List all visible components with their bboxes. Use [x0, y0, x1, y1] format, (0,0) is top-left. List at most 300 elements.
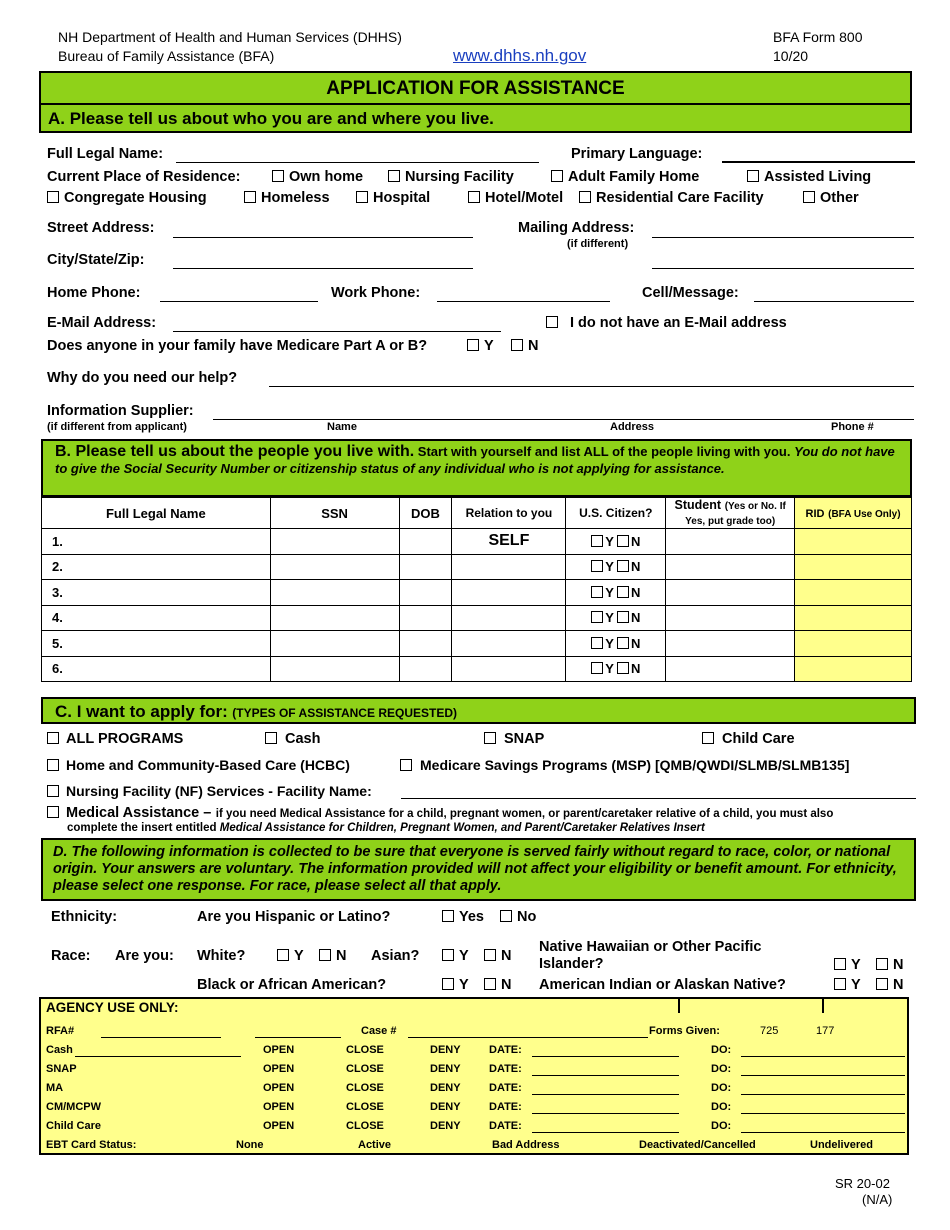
- checkbox-icon[interactable]: [500, 910, 512, 922]
- aian-yes[interactable]: [834, 977, 861, 993]
- deny-1: DENY: [430, 1044, 461, 1056]
- close-5: CLOSE: [346, 1120, 384, 1132]
- date-field-5[interactable]: [532, 1132, 679, 1133]
- home-phone-label: Home Phone:: [47, 285, 141, 301]
- student-cell[interactable]: [666, 631, 795, 657]
- mailing-city-field[interactable]: [652, 268, 914, 269]
- cell-label: Cell/Message:: [642, 285, 739, 301]
- option-label: Yes: [459, 909, 484, 925]
- medical-note-line2: [67, 822, 705, 834]
- citizen-cell[interactable]: [566, 631, 666, 657]
- checkbox-icon[interactable]: [484, 732, 496, 744]
- section-b-header: [41, 439, 912, 497]
- col-phone: Phone #: [831, 421, 874, 433]
- option-label: N: [893, 977, 904, 993]
- do-3: DO:: [711, 1082, 732, 1094]
- option-label: Adult Family Home: [568, 169, 700, 185]
- medicare-yes[interactable]: [467, 338, 494, 354]
- dob-cell[interactable]: [399, 631, 452, 657]
- checkbox-icon[interactable]: [617, 535, 629, 547]
- checkbox-icon[interactable]: [484, 949, 496, 961]
- checkbox-icon[interactable]: [277, 949, 289, 961]
- row-number[interactable]: 4.: [42, 605, 271, 631]
- home-phone-field[interactable]: [160, 301, 318, 302]
- option-label: Y: [484, 338, 494, 354]
- table-row: [42, 605, 912, 631]
- do-1: DO:: [711, 1044, 732, 1056]
- rid-cell: [795, 580, 912, 606]
- ebt-active: Active: [358, 1139, 392, 1151]
- footer-na: (N/A): [862, 1192, 893, 1207]
- full-name-label: Full Legal Name:: [47, 146, 164, 162]
- option-label: N: [501, 948, 512, 964]
- table-header-row: [42, 498, 912, 529]
- option-adult-family-home[interactable]: [551, 169, 699, 185]
- deny-4: DENY: [430, 1101, 461, 1113]
- email-field[interactable]: [173, 331, 501, 332]
- checkbox-icon[interactable]: [617, 662, 629, 674]
- table-row: [42, 631, 912, 657]
- checkbox-icon[interactable]: [591, 662, 603, 674]
- option-label: Hotel/Motel: [485, 190, 564, 206]
- ssn-cell[interactable]: [270, 656, 399, 682]
- checkbox-icon[interactable]: [591, 637, 603, 649]
- row-number[interactable]: 3.: [42, 580, 271, 606]
- checkbox-icon[interactable]: [591, 535, 603, 547]
- section-b-italic: You do not have to give the Social Security Number or citizenship status of any individual who is not applying for assistance.: [55, 444, 895, 476]
- table-row: [42, 656, 912, 682]
- citizen-cell[interactable]: [566, 605, 666, 631]
- people-table: [41, 497, 912, 682]
- medicare-question: Does anyone in your family have Medicare Part A or B?: [47, 338, 428, 354]
- checkbox-icon[interactable]: [467, 339, 479, 351]
- checkbox-icon[interactable]: [272, 170, 284, 182]
- option-label: Y: [851, 957, 861, 973]
- option-nursing-facility[interactable]: [388, 169, 514, 185]
- do-4: DO:: [711, 1101, 732, 1113]
- col-name: Name: [327, 421, 357, 433]
- row-number[interactable]: 1.: [42, 529, 271, 555]
- option-label: Homeless: [261, 190, 330, 206]
- checkbox-icon[interactable]: [47, 806, 59, 818]
- y-label: Y: [605, 635, 614, 651]
- checkbox-icon[interactable]: [747, 170, 759, 182]
- y-label: Y: [605, 559, 614, 575]
- rid-cell: [795, 605, 912, 631]
- white-yes[interactable]: [277, 948, 304, 964]
- option-label: Y: [294, 948, 304, 964]
- section-b-heading: B. Please tell us about the people you live with.: [55, 443, 415, 460]
- checkbox-icon[interactable]: [876, 978, 888, 990]
- website-link[interactable]: www.dhhs.nh.gov: [453, 46, 587, 65]
- program-cm: CM/MCPW: [46, 1101, 101, 1113]
- checkbox-icon[interactable]: [442, 978, 454, 990]
- rfa-field-2[interactable]: [255, 1037, 341, 1038]
- rid-label: RID: [805, 507, 825, 520]
- title-bar: [39, 71, 912, 133]
- ssn-cell[interactable]: [270, 580, 399, 606]
- close-1: CLOSE: [346, 1044, 384, 1056]
- rid-cell: [795, 529, 912, 555]
- date-5: DATE:: [489, 1120, 522, 1132]
- deny-5: DENY: [430, 1120, 461, 1132]
- option-assisted-living[interactable]: [747, 169, 871, 185]
- y-label: Y: [605, 584, 614, 600]
- case-label: Case #: [361, 1025, 397, 1037]
- close-2: CLOSE: [346, 1063, 384, 1075]
- checkbox-icon[interactable]: [484, 978, 496, 990]
- apply-snap[interactable]: [484, 731, 544, 747]
- date-1: DATE:: [489, 1044, 522, 1056]
- student-label: Student: [674, 498, 722, 512]
- email-label: E-Mail Address:: [47, 315, 157, 331]
- info-supplier-label: Information Supplier:: [47, 403, 194, 419]
- dob-cell[interactable]: [399, 605, 452, 631]
- relation-cell[interactable]: [452, 580, 566, 606]
- race-label: Race:: [51, 948, 91, 964]
- rid-cell: [795, 656, 912, 682]
- checkbox-icon[interactable]: [591, 611, 603, 623]
- rid-cell: [795, 631, 912, 657]
- col-citizen: U.S. Citizen?: [566, 498, 666, 529]
- option-label: Own home: [289, 169, 364, 185]
- white-no[interactable]: [319, 948, 346, 964]
- agency-title: AGENCY USE ONLY:: [46, 1000, 179, 1015]
- citizen-cell[interactable]: [566, 554, 666, 580]
- nhopi-label: Native Hawaiian or Other Pacific Islander?: [539, 939, 762, 972]
- student-note: (Yes or No. If Yes, put grade too): [685, 501, 786, 527]
- y-label: Y: [605, 661, 614, 677]
- open-3: OPEN: [263, 1082, 295, 1094]
- checkbox-icon[interactable]: [834, 958, 846, 970]
- program-childcare: Child Care: [46, 1120, 102, 1132]
- option-label: ALL PROGRAMS: [66, 731, 184, 747]
- ssn-cell[interactable]: [270, 529, 399, 555]
- rid-note: (BFA Use Only): [828, 508, 901, 520]
- street-label: Street Address:: [47, 220, 155, 236]
- apply-all-programs[interactable]: [47, 731, 183, 747]
- asian-no[interactable]: [484, 948, 511, 964]
- ssn-cell[interactable]: [270, 605, 399, 631]
- checkbox-icon[interactable]: [591, 586, 603, 598]
- open-2: OPEN: [263, 1063, 295, 1075]
- option-congregate-housing[interactable]: [47, 190, 207, 206]
- ssn-cell[interactable]: [270, 631, 399, 657]
- section-b-heading-rest: Start with yourself and list ALL of the people living with you.: [414, 444, 791, 459]
- do-field-5[interactable]: [741, 1132, 905, 1133]
- citizen-cell[interactable]: [566, 580, 666, 606]
- city-field[interactable]: [173, 268, 473, 269]
- apply-nf[interactable]: [47, 783, 372, 799]
- dept-name: NH Department of Health and Human Services (DHHS): [58, 29, 402, 45]
- medical-note: if you need Medical Assistance for a child, pregnant women, or parent/caretaker relative of a child, you must also: [215, 808, 834, 820]
- medical-note2: complete the insert entitled: [67, 822, 217, 834]
- date-field-3[interactable]: [532, 1094, 679, 1095]
- checkbox-icon[interactable]: [551, 170, 563, 182]
- row-number[interactable]: 5.: [42, 631, 271, 657]
- white-label: White?: [197, 948, 246, 964]
- apply-cash[interactable]: [265, 731, 320, 747]
- hispanic-yes[interactable]: [442, 909, 484, 925]
- checkbox-icon[interactable]: [876, 958, 888, 970]
- table-row: [42, 554, 912, 580]
- checkbox-icon[interactable]: [803, 191, 815, 203]
- dob-cell[interactable]: [399, 656, 452, 682]
- checkbox-icon[interactable]: [702, 732, 714, 744]
- checkbox-icon[interactable]: [244, 191, 256, 203]
- option-label: Nursing Facility: [405, 169, 514, 185]
- do-field-4[interactable]: [741, 1113, 905, 1114]
- option-label: No: [517, 909, 537, 925]
- asian-yes[interactable]: [442, 948, 469, 964]
- aian-label: American Indian or Alaskan Native?: [539, 977, 786, 993]
- checkbox-icon[interactable]: [47, 759, 59, 771]
- citizen-cell[interactable]: [566, 656, 666, 682]
- option-label: N: [528, 338, 539, 354]
- col-rid: [795, 498, 912, 529]
- y-label: Y: [605, 610, 614, 626]
- medical-label: Medical Assistance –: [66, 805, 212, 821]
- option-hotel-motel[interactable]: [468, 190, 563, 206]
- street-field[interactable]: [173, 237, 473, 238]
- checkbox-icon[interactable]: [617, 637, 629, 649]
- bureau-name: Bureau of Family Assistance (BFA): [58, 48, 275, 64]
- info-supplier-note: (if different from applicant): [47, 421, 187, 433]
- option-label: Child Care: [722, 731, 795, 747]
- deny-2: DENY: [430, 1063, 461, 1075]
- section-c-header: [41, 697, 916, 724]
- apply-hcbc[interactable]: [47, 757, 350, 773]
- student-cell[interactable]: [666, 605, 795, 631]
- hispanic-question: Are you Hispanic or Latino?: [197, 909, 391, 925]
- checkbox-icon[interactable]: [617, 560, 629, 572]
- ebt-bad-address: Bad Address: [492, 1139, 560, 1151]
- relation-cell: SELF: [452, 529, 566, 555]
- option-label: Nursing Facility (NF) Services - Facility Name:: [66, 783, 372, 799]
- date-field-4[interactable]: [532, 1113, 679, 1114]
- section-d-header: [41, 838, 916, 901]
- checkbox-icon[interactable]: [265, 732, 277, 744]
- checkbox-icon[interactable]: [319, 949, 331, 961]
- option-label: Cash: [285, 731, 321, 747]
- option-label: Congregate Housing: [64, 190, 207, 206]
- work-phone-field[interactable]: [437, 301, 610, 302]
- n-label: N: [630, 610, 641, 626]
- n-label: N: [630, 533, 641, 549]
- option-hospital[interactable]: [356, 190, 430, 206]
- do-field-1[interactable]: [741, 1056, 905, 1057]
- nhopi-no[interactable]: [876, 957, 903, 973]
- section-b-text: [55, 444, 905, 477]
- option-label: N: [501, 977, 512, 993]
- section-d-text: D. The following information is collected to be sure that everyone is served fairly without regard to race, color, or national origin. Your answers are voluntary. The information provided will not affect your eligibility or benefit amount. For ethnicity, please select one response. For race, please select all that apply.: [53, 844, 897, 894]
- option-label: Other: [820, 190, 859, 206]
- cell-field[interactable]: [754, 301, 914, 302]
- checkbox-icon[interactable]: [591, 560, 603, 572]
- do-5: DO:: [711, 1120, 732, 1132]
- checkbox-icon[interactable]: [47, 191, 59, 203]
- close-3: CLOSE: [346, 1082, 384, 1094]
- form-725: 725: [760, 1025, 779, 1037]
- do-field-3[interactable]: [741, 1094, 905, 1095]
- col-relation: Relation to you: [452, 498, 566, 529]
- checkbox-icon[interactable]: [617, 586, 629, 598]
- form-title: APPLICATION FOR ASSISTANCE: [326, 78, 625, 99]
- checkbox-icon[interactable]: [442, 949, 454, 961]
- checkbox-icon[interactable]: [468, 191, 480, 203]
- rfa-field[interactable]: [101, 1037, 221, 1038]
- option-residential-care[interactable]: [579, 190, 764, 206]
- checkbox-icon[interactable]: [834, 978, 846, 990]
- option-label: Y: [851, 977, 861, 993]
- y-label: Y: [605, 533, 614, 549]
- facility-name-field[interactable]: [401, 798, 916, 799]
- form-177: 177: [816, 1025, 835, 1037]
- open-1: OPEN: [263, 1044, 295, 1056]
- option-other[interactable]: [803, 190, 859, 206]
- cash-field[interactable]: [75, 1056, 241, 1057]
- apply-childcare[interactable]: [702, 731, 795, 747]
- hispanic-no[interactable]: [500, 909, 536, 925]
- do-field-2[interactable]: [741, 1075, 905, 1076]
- apply-medical[interactable]: [47, 804, 917, 822]
- student-cell[interactable]: [666, 554, 795, 580]
- option-label: Home and Community-Based Care (HCBC): [66, 757, 350, 773]
- n-label: N: [630, 661, 641, 677]
- col-full-name: Full Legal Name: [42, 498, 271, 529]
- medical-insert: Medical Assistance for Children, Pregnant Women, and Parent/Caretaker Relatives Insert: [219, 822, 705, 834]
- black-no[interactable]: [484, 977, 511, 993]
- ebt-undelivered: Undelivered: [810, 1139, 873, 1151]
- city-label: City/State/Zip:: [47, 252, 145, 268]
- case-field[interactable]: [408, 1037, 648, 1038]
- relation-cell[interactable]: [452, 631, 566, 657]
- option-own-home[interactable]: [272, 169, 363, 185]
- ethnicity-label: Ethnicity:: [51, 909, 118, 925]
- are-you-label: Are you:: [115, 948, 174, 964]
- student-cell[interactable]: [666, 656, 795, 682]
- ebt-label: EBT Card Status:: [46, 1139, 137, 1151]
- option-label: Assisted Living: [764, 169, 872, 185]
- checkbox-icon[interactable]: [546, 316, 558, 328]
- citizen-cell[interactable]: [566, 529, 666, 555]
- dob-cell[interactable]: [399, 554, 452, 580]
- program-ma: MA: [46, 1082, 64, 1094]
- row-number[interactable]: 2.: [42, 554, 271, 580]
- black-label: Black or African American?: [197, 977, 387, 993]
- mailing-field[interactable]: [652, 237, 914, 238]
- why-field[interactable]: [269, 386, 914, 387]
- table-row: [42, 580, 912, 606]
- checkbox-icon[interactable]: [400, 759, 412, 771]
- do-2: DO:: [711, 1063, 732, 1075]
- apply-msp[interactable]: [400, 757, 849, 773]
- student-cell[interactable]: [666, 580, 795, 606]
- relation-cell[interactable]: [452, 605, 566, 631]
- date-2: DATE:: [489, 1063, 522, 1075]
- dob-cell[interactable]: [399, 529, 452, 555]
- option-label: N: [893, 957, 904, 973]
- row-number[interactable]: 6.: [42, 656, 271, 682]
- col-address: Address: [610, 421, 655, 433]
- close-4: CLOSE: [346, 1101, 384, 1113]
- open-4: OPEN: [263, 1101, 295, 1113]
- section-a-heading: A. Please tell us about who you are and where you live.: [48, 109, 494, 128]
- section-c-heading: C. I want to apply for:: [55, 702, 228, 721]
- full-name-field[interactable]: [176, 162, 539, 163]
- form-date: 10/20: [773, 48, 809, 64]
- option-label: Y: [459, 977, 469, 993]
- option-label: Residential Care Facility: [596, 190, 764, 206]
- why-label: Why do you need our help?: [47, 370, 238, 386]
- option-label: N: [336, 948, 347, 964]
- form-number: BFA Form 800: [773, 29, 863, 45]
- mailing-label: Mailing Address:: [518, 220, 635, 236]
- option-homeless[interactable]: [244, 190, 330, 206]
- mailing-note: (if different): [567, 238, 629, 250]
- forms-given-label: Forms Given:: [649, 1025, 720, 1037]
- dob-cell[interactable]: [399, 580, 452, 606]
- rid-cell: [795, 554, 912, 580]
- primary-language-field[interactable]: [722, 161, 915, 163]
- checkbox-icon[interactable]: [579, 191, 591, 203]
- section-c-note: (TYPES OF ASSISTANCE REQUESTED): [232, 706, 457, 720]
- current-place-label: Current Place of Residence:: [47, 169, 241, 185]
- nhopi-yes[interactable]: [834, 957, 861, 973]
- aian-no[interactable]: [876, 977, 903, 993]
- ssn-cell[interactable]: [270, 554, 399, 580]
- checkbox-icon[interactable]: [511, 339, 523, 351]
- relation-cell[interactable]: [452, 656, 566, 682]
- work-phone-label: Work Phone:: [331, 285, 421, 301]
- date-3: DATE:: [489, 1082, 522, 1094]
- relation-cell[interactable]: [452, 554, 566, 580]
- primary-language-label: Primary Language:: [571, 146, 703, 162]
- checkbox-icon[interactable]: [47, 732, 59, 744]
- asian-label: Asian?: [371, 948, 420, 964]
- medicare-no[interactable]: [511, 338, 538, 354]
- checkbox-icon[interactable]: [617, 611, 629, 623]
- n-label: N: [630, 584, 641, 600]
- checkbox-icon[interactable]: [356, 191, 368, 203]
- black-yes[interactable]: [442, 977, 469, 993]
- option-label: Y: [459, 948, 469, 964]
- open-5: OPEN: [263, 1120, 295, 1132]
- ebt-deactivated: Deactivated/Cancelled: [639, 1139, 756, 1151]
- col-ssn: SSN: [270, 498, 399, 529]
- deny-3: DENY: [430, 1082, 461, 1094]
- n-label: N: [630, 635, 641, 651]
- option-label: SNAP: [504, 731, 545, 747]
- col-student: [666, 498, 795, 529]
- rfa-label: RFA#: [46, 1025, 75, 1037]
- no-email-option[interactable]: [546, 315, 787, 331]
- student-cell[interactable]: [666, 529, 795, 555]
- date-field-2[interactable]: [532, 1075, 679, 1076]
- checkbox-icon[interactable]: [388, 170, 400, 182]
- footer-sr: SR 20-02: [835, 1176, 890, 1191]
- section-c-text: [55, 702, 457, 722]
- table-row: [42, 529, 912, 555]
- date-4: DATE:: [489, 1101, 522, 1113]
- date-field-1[interactable]: [532, 1056, 679, 1057]
- ebt-none: None: [236, 1139, 264, 1151]
- info-supplier-field[interactable]: [213, 419, 914, 420]
- option-label: Medicare Savings Programs (MSP) [QMB/QWDI/SLMB/SLMB135]: [420, 757, 850, 773]
- checkbox-icon[interactable]: [442, 910, 454, 922]
- checkbox-icon[interactable]: [47, 785, 59, 797]
- col-dob: DOB: [399, 498, 452, 529]
